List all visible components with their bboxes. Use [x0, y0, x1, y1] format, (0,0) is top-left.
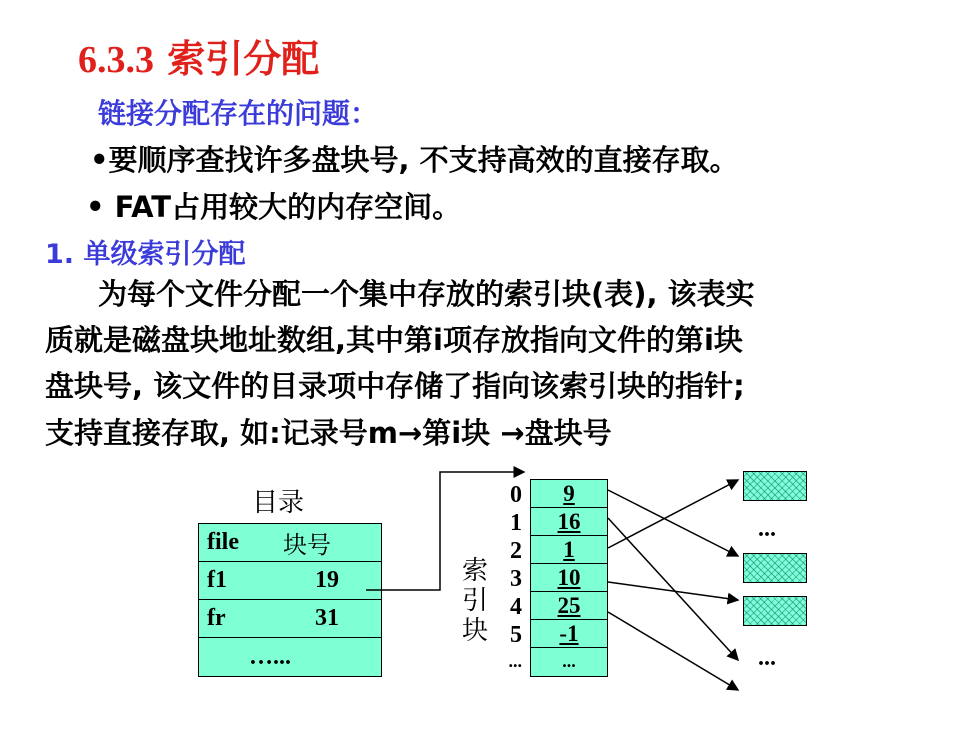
pointer-arrow	[608, 490, 738, 556]
bullet-1: •要顺序查找许多盘块号, 不支持高效的直接存取。	[90, 143, 739, 177]
index-number: 4	[510, 594, 522, 620]
paragraph-line-3: 盘块号, 该文件的目录项中存储了指向该索引块的指针;	[45, 369, 745, 403]
index-cell-value: 25	[557, 593, 581, 618]
paragraph-line-1: 为每个文件分配一个集中存放的索引块(表), 该表实	[98, 277, 755, 311]
bullet-2: • FAT占用较大的内存空间。	[86, 190, 462, 224]
index-cell-value: 10	[557, 565, 581, 590]
index-block-label-char: 索	[462, 556, 489, 586]
block-ellipsis: ...	[758, 645, 776, 671]
pointer-arrow	[608, 582, 738, 600]
index-cell-value: 9	[563, 481, 575, 506]
index-cell-value: 1	[563, 537, 575, 562]
index-cell-value: ...	[562, 651, 576, 671]
paragraph-line-4: 支持直接存取, 如:记录号m→第i块 →盘块号	[45, 416, 612, 450]
directory-row-name: f1	[207, 567, 227, 593]
block-ellipsis: ...	[758, 516, 776, 542]
index-block-label-char: 块	[462, 616, 489, 646]
pointer-arrow	[608, 480, 738, 548]
index-number: 0	[510, 482, 522, 508]
pointer-arrow	[366, 472, 524, 590]
section-heading: 1. 单级索引分配	[45, 239, 246, 270]
pointer-arrow	[608, 612, 738, 690]
directory-row-name: file	[207, 529, 239, 555]
directory-row-value: 块号	[283, 531, 331, 559]
index-number: ...	[508, 651, 522, 671]
paragraph-line-2: 质就是磁盘块地址数组,其中第i项存放指向文件的第i块	[45, 323, 743, 357]
index-number: 3	[510, 566, 522, 592]
directory-row-value: 31	[315, 605, 339, 631]
pointer-arrow	[608, 518, 738, 660]
title-number: 6.3.3	[78, 39, 154, 81]
subtitle: 链接分配存在的问题：	[98, 97, 379, 130]
title-text: 索引分配	[167, 37, 320, 81]
index-block-label-char: 引	[462, 586, 489, 616]
directory-label: 目录	[252, 488, 305, 518]
directory-row-value: 19	[315, 567, 339, 593]
directory-row-name: fr	[207, 605, 226, 631]
index-cell-value: -1	[559, 621, 579, 646]
index-number: 5	[510, 622, 522, 648]
index-number: 1	[510, 510, 522, 536]
directory-row-name: …...	[249, 643, 291, 670]
index-cell-value: 16	[557, 509, 581, 534]
index-number: 2	[510, 538, 522, 564]
